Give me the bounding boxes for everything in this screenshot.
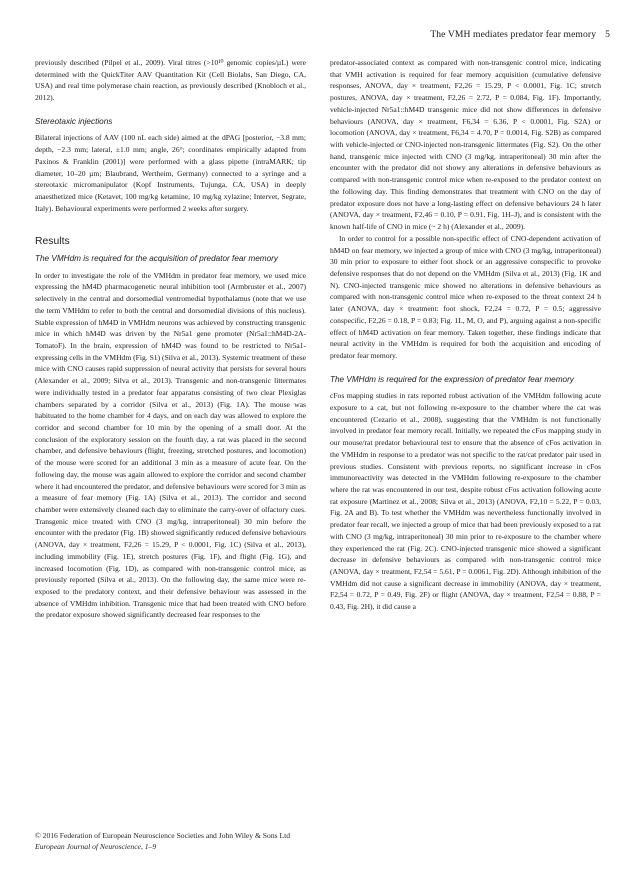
heading-results: Results — [35, 236, 70, 248]
running-head — [430, 29, 610, 40]
running-title: The VMH mediates predator fear memory — [430, 29, 597, 40]
page-number: 5 — [605, 29, 610, 40]
page-footer — [35, 831, 290, 852]
paragraph-cno-control: In order to control for a possible non-specific effect of CNO-dependent activation of hM4D on fear memory, we injected a group of mice with CNO (3 mg/kg, intraperitoneal) 30 min prior to exposure to either foot shock or an aggressive conspecific to provoke defensive responses that do not depend on the VMHdm (Silva et al., 2013) (Fig. 1K and N). CNO-injected transgenic mice showed no alterations in defensive behaviours as compared with non-transgenic control mice when re-exposed to the threat context 24 h later (ANOVA, day × treatment: foot shock, F2,24 = 0.72, P = 0.5; aggressive conspecific, F2,26 = 0.18, P = 0.83; Fig. 1L, M, O, and P), arguing against a non-specific effect of hM4D activation on fear memory. Taken together, these findings indicate that neural activity in the VMHdm is required for both the acquisition and encoding of predator fear memory. — [330, 233, 601, 360]
left-column — [35, 57, 306, 621]
heading-acquisition: The VMHdm is required for the acquisition of predator fear memory — [35, 254, 278, 264]
journal-citation: European Journal of Neuroscience, 1–9 — [35, 841, 157, 851]
copyright-notice: © 2016 Federation of European Neuroscience Societies and John Wiley & Sons Ltd — [35, 831, 291, 840]
right-column — [330, 57, 601, 613]
paragraph-acquisition: In order to investigate the role of the VMHdm in predator fear memory, we used mice expressing the hM4D pharmacogenetic neural inhibition tool (Armbruster et al., 2007) selectively in the central and dorsomedial ventromedial hypothalamus (note that we use the term VMHdm to refer to both the central and dorsomedial divisions of this nucleus). Stable expression of hM4D in VMHdm neurons was achieved by constructing transgenic mice in which hM4D was driven by the Nr5a1 gene promoter (Nr5a1::hM4D-2A-TomatoF). In the brain, expression of hM4D was found to be restricted to Nr5a1-expressing cells in the VMHdm (Fig. S1) (Silva et al., 2013). Systemic treatment of these mice with CNO causes rapid suppression of neural activity that persists for several hours (Alexander et al., 2009; Silva et al., 2013). Transgenic and non-transgenic littermates were individually tested in a predator fear apparatus consisting of two clear Plexiglas chambers separated by a corridor (Silva et al., 2013) (Fig. 1A). The mouse was habituated to the home chamber for 4 days, and on each day was allowed to explore the corridor and second chamber for 10 min by the opening of a small door. At the conclusion of the exploratory session on the fourth day, a rat was placed in the second chamber, and defensive behaviours (flight, freezing, stretched postures, and locomotion) of the mouse were scored for an additional 3 min as a measure of acute fear. On the following day, the mouse was again allowed to explore the corridor and second chamber where it had encountered the predator, and defensive behaviours were scored for 3 min as a measure of fear memory (Fig. 1A) (Silva et al., 2013). The corridor and second chamber were extensively cleaned each day to eliminate the carry-over of olfactory cues. Transgenic mice treated with CNO (3 mg/kg, intraperitoneal) 30 min before the encounter with the predator (Fig. 1B) showed significantly reduced defensive behaviours (ANOVA, day × treatment, F2,26 = 15.29, P < 0.0001, Fig. 1C) (Silva et al., 2013), including immobility (Fig. 1E), stretch postures (Fig. 1F), and flight (Fig. 1G), and increased locomotion (Fig. 1D), as compared with non-transgenic control mice, as previously reported (Silva et al., 2013). On the following day, the same mice were re-exposed to the predatory context, and their defensive behaviour was assessed in the absence of VMHdm inhibition. Transgenic mice that had been treated with CNO before the predator exposure showed significantly decreased fear responses to the — [35, 270, 306, 620]
heading-expression: The VMHdm is required for the expression of predator fear memory — [330, 374, 574, 384]
paragraph-viral-titres: previously described (Pilpel et al., 2009). Viral titres (>10¹⁰ genomic copies/µL) were determined with the QuickTiter AAV Quantitation Kit (Cell Biolabs, San Diego, CA, USA) and real time polymerase chain reaction, as previously described (Knobloch et al., 2012). — [35, 58, 306, 103]
paragraph-predator-context: predator-associated context as compared with non-transgenic control mice, indicating that VMH activation is required for fear memory acquisition (cumulative defensive responses, ANOVA, day × treatment, F2,26 = 15.29, P < 0.0001, Fig. 1C; stretch postures, ANOVA, day × treatment, F2,26 = 2.72, P = 0.084, Fig. 1F). Importantly, vehicle-injected Nr5a1::hM4D transgenic mice did not show differences in defensive behaviours (ANOVA, day × treatment, F6,34 = 6.36, P < 0.0001, Fig. S2A) or locomotion (ANOVA, day × treatment, F6,34 = 4.70, P = 0.0014, Fig. S2B) as compared with vehicle-injected or CNO-injected non-transgenic littermates (Fig. S2). On the other hand, transgenic mice injected with CNO (3 mg/kg, intraperitoneal) 30 min after the encounter with the predator did not showy any alterations in defensive behaviours as compared with non-transgenic control mice when re-exposed to the predator context on the following day. This finding demonstrates that treatment with CNO on the day of predator exposure does not have a long-lasting effect on defensive behaviours 24 h later (ANOVA, day × treatment, F2,46 = 0.10, P = 0.91, Fig. 1H–J), and is consistent with the known half-life of CNO in mice (~ 2 h) (Alexander et al., 2009). — [330, 58, 601, 232]
paragraph-cfos-mapping: cFos mapping studies in rats reported robust activation of the VMHdm following acute exposure to a cat, but not following re-exposure to the chamber where the cat was encountered (Cezario et al., 2008), suggesting that the VMHdm is not functionally involved in predator fear memory recall. Initially, we repeated the cFos mapping study in our mouse/rat predator behavioural test to ensure that the absence of cFos activation in the VMHdm in response to a predator was not specific to the rat/cat predator pair used in previous studies. Consistent with previous reports, no significant increase in cFos immunoreactivity was detected in the VMHdm following re-exposure to the chamber where the rat was encountered in our test, despite robust cFos activation following acute rat exposure (Martinez et al., 2008; Silva et al., 2013) (ANOVA, F2,10 = 5.22, P = 0.03, Fig. 2A and B). To test whether the VMHdm was nevertheless functionally involved in predator fear recall, we injected a group of mice that had been previously exposed to a rat with CNO (3 mg/kg, intraperitoneal) 30 min prior to re-exposure to the chamber where they experienced the rat (Fig. 2C). CNO-injected transgenic mice showed a significant decrease in defensive behaviours as compared with non-transgenic control mice (ANOVA, day × treatment, F2,54 = 5.61, P = 0.0061, Fig. 2D). Although inhibition of the VMHdm did not cause a significant decrease in immobility (ANOVA, day × treatment, F2,54 = 0.72, P = 0.49, Fig. 2F) or flight (ANOVA, day × treatment, F2,54 = 0.88, P = 0.43, Fig. 2H), it did cause a — [330, 391, 601, 612]
heading-stereotaxic-injections: Stereotaxic injections — [35, 116, 113, 126]
paragraph-stereotaxic: Bilateral injections of AAV (100 nL each side) aimed at the dPAG [posterior, −3.8 mm; depth, −2.3 mm; lateral, ±1.0 mm; angle, 26°; coordinates empirically adapted from Paxinos & Franklin (2001)] were performed with a glass pipette (intraMARK; tip diameter, 10–20 µm; Blaubrand, Wertheim, Germany) connected to a syringe and a stereotaxic micromanipulator (Kopf Instruments, Tujunga, CA, USA) in deeply anaesthetized mice (Ketavet, 100 mg/kg ketamine, 10 mg/kg xylazine; Intervet, Segrate, Italy). Behavioural experiments were performed 2 weeks after surgery. — [35, 133, 306, 213]
